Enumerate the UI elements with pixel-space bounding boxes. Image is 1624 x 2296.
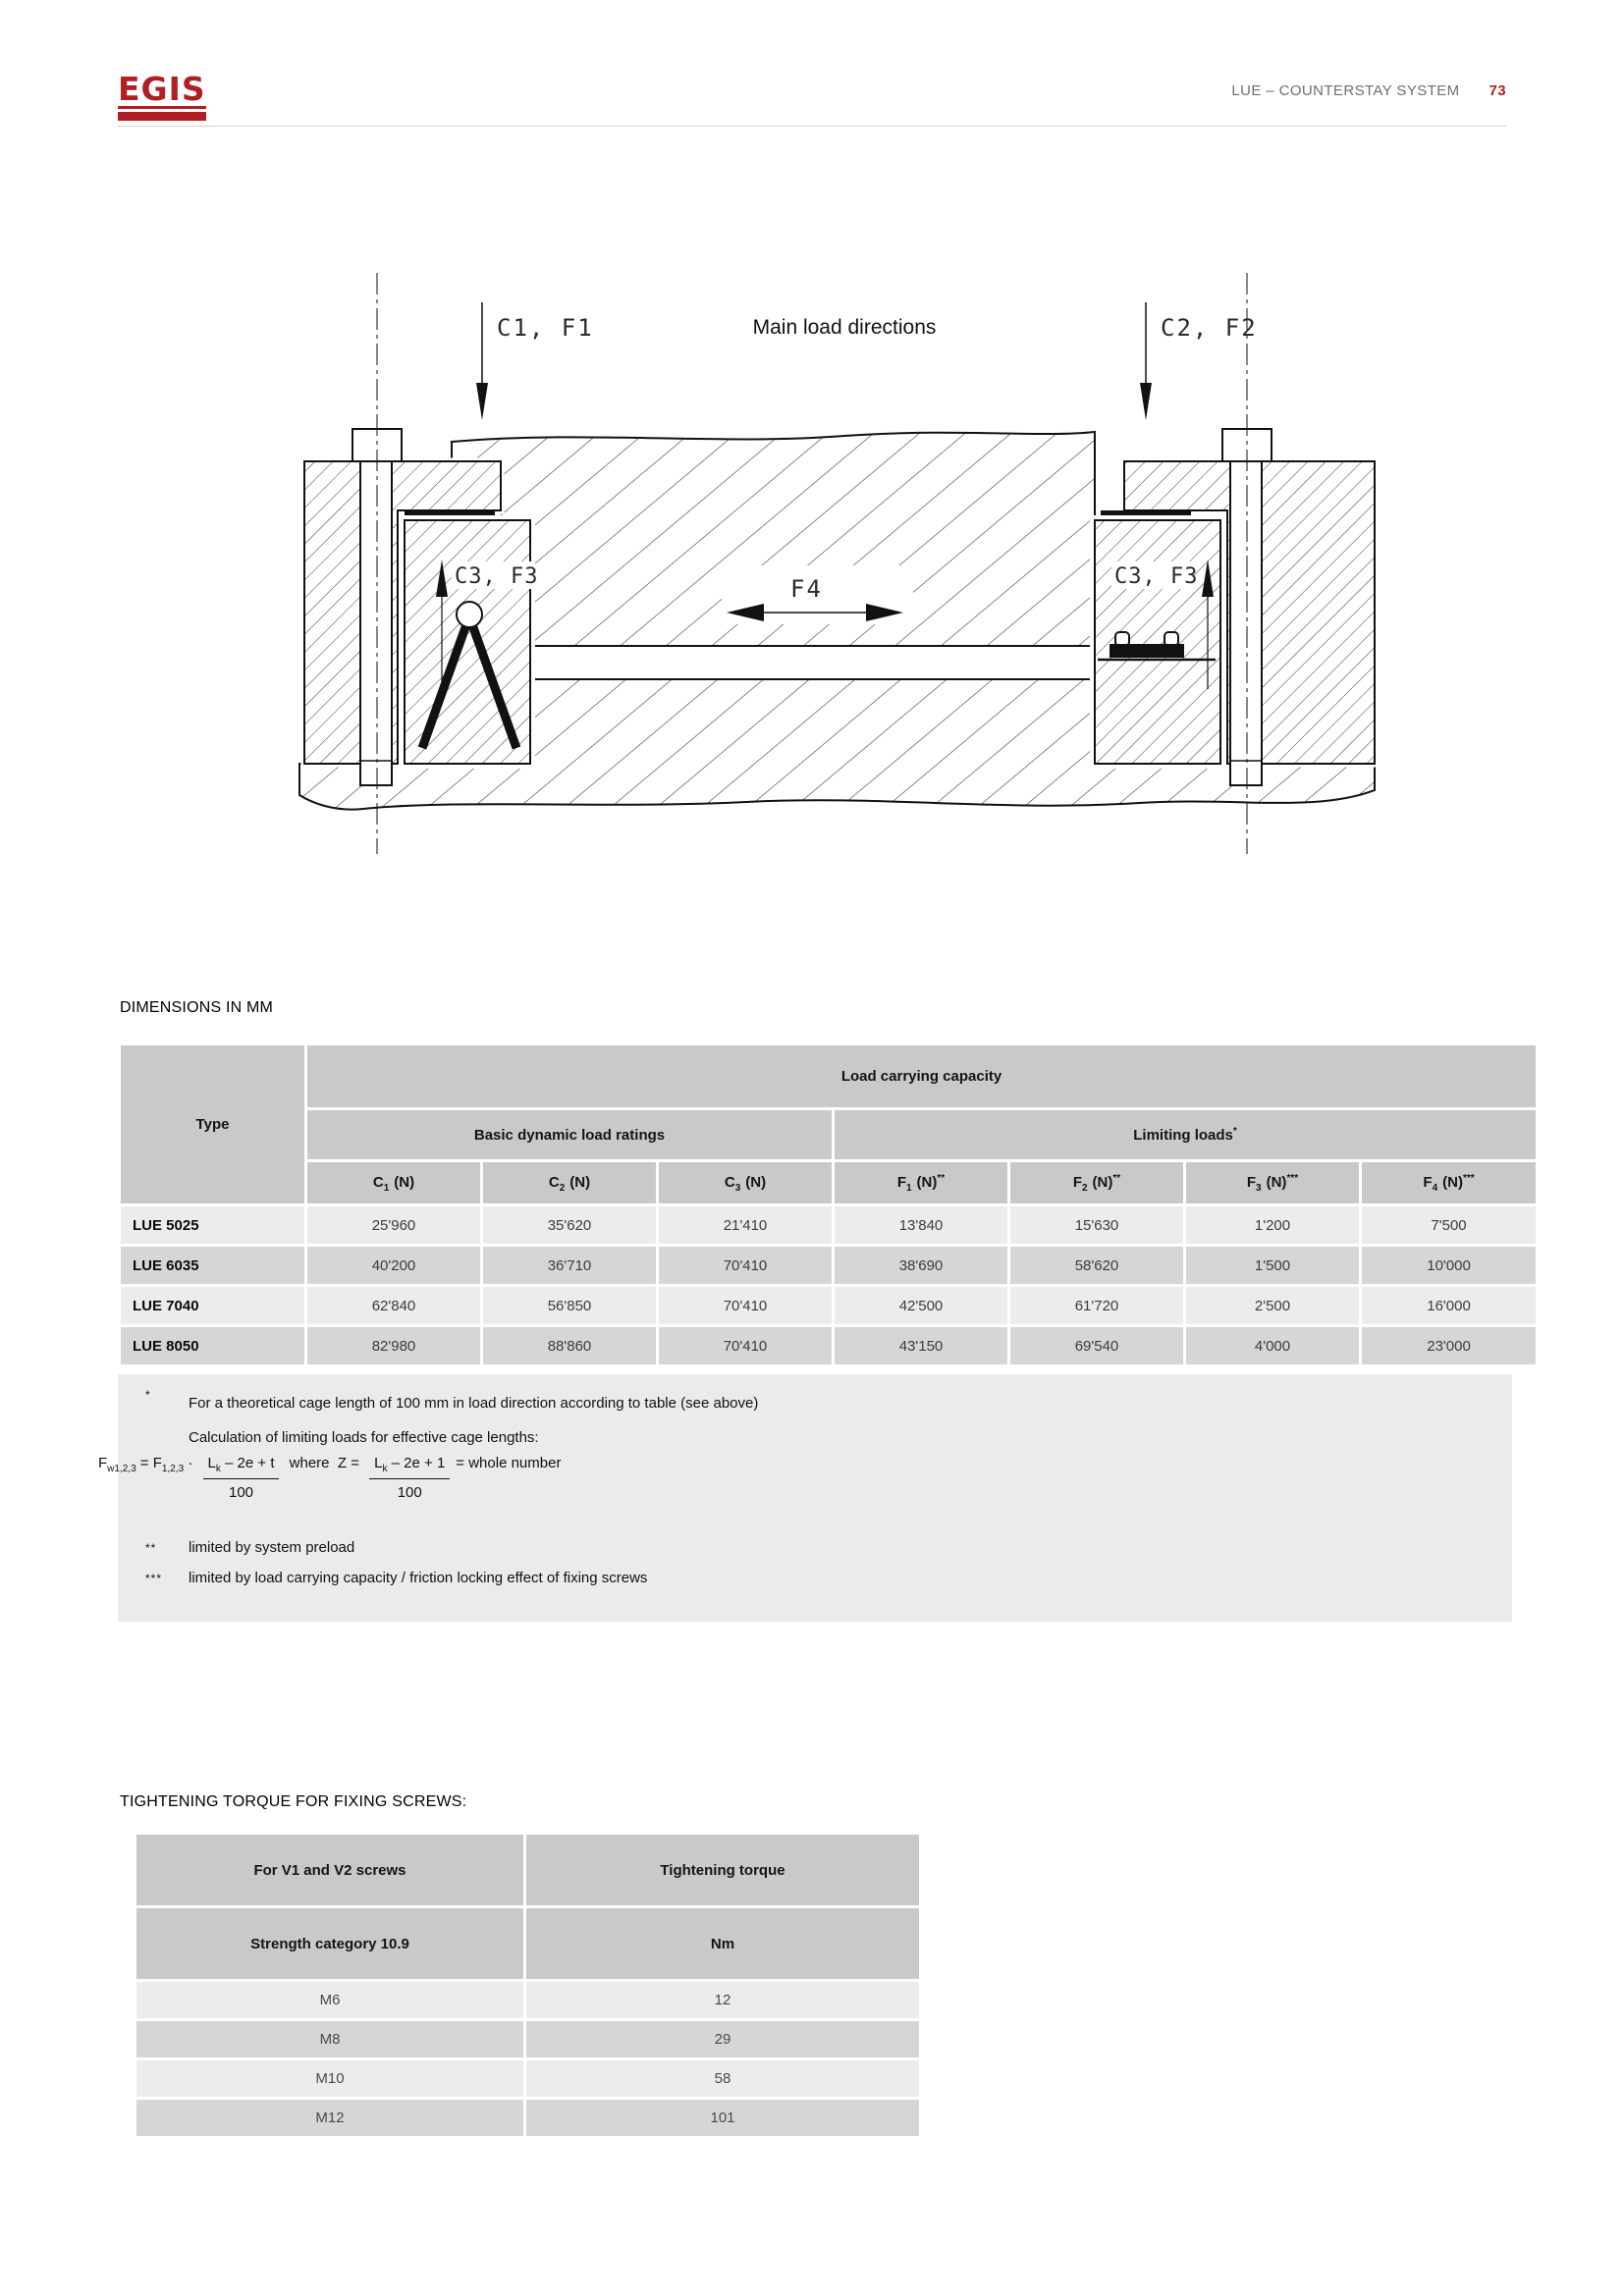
footnote-system-preload	[145, 1539, 354, 1556]
torque-col1-header: For V1 and V2 screws	[136, 1835, 523, 1905]
column-header-f4: $F_4$ (N)***	[1362, 1162, 1536, 1203]
torque-value-cell: 101	[526, 2100, 919, 2136]
load-arrow-c2f2	[1140, 302, 1258, 420]
footnote-text: limited by system preload	[189, 1539, 355, 1556]
value-cell: 21'410	[659, 1206, 832, 1244]
column-header-f2: $F_2$ (N)**	[1010, 1162, 1183, 1203]
table-row	[136, 2021, 919, 2057]
value-cell: 56'850	[483, 1287, 656, 1324]
subgroup-limiting-loads-text: Limiting loads	[1133, 1127, 1233, 1144]
table-row	[121, 1247, 1536, 1284]
footnote-marker: *	[145, 1388, 151, 1402]
footnote-marker: ***	[145, 1572, 163, 1585]
tightening-torque-table	[134, 1832, 922, 2139]
counterstay-rod	[530, 646, 1095, 679]
value-cell: 69'540	[1010, 1327, 1183, 1364]
footnote-cage-length	[145, 1386, 758, 1455]
torque-col2-subheader: Nm	[526, 1908, 919, 1979]
load-arrow-f4	[722, 565, 913, 624]
value-cell: 62'840	[307, 1287, 480, 1324]
value-cell: 23'000	[1362, 1327, 1536, 1364]
row-header-lue-8050: LUE 8050	[121, 1327, 304, 1364]
header-divider	[118, 126, 1506, 127]
page-header	[1231, 82, 1506, 99]
value-cell: 25'960	[307, 1206, 480, 1244]
table-row	[121, 1206, 1536, 1244]
screw-size-cell: M12	[136, 2100, 523, 2136]
footnote-friction-locking	[145, 1570, 647, 1586]
row-header-lue-5025: LUE 5025	[121, 1206, 304, 1244]
load-label-c1f1: C1, F1	[497, 314, 594, 342]
dimensions-heading: DIMENSIONS IN MM	[120, 999, 274, 1016]
value-cell: 2'500	[1186, 1287, 1359, 1324]
drawing-title: Main load directions	[752, 316, 937, 339]
load-arrow-c1f1	[476, 302, 594, 420]
limiting-load-formula: $F_{w1,2,3} = F_{1,2,3}$ · $\frac{L_k - 2e + t}{100}$ where Z = $\frac{L_k - 2e + 1}{100}$ = whole number	[98, 1455, 562, 1501]
value-cell: 61'720	[1010, 1287, 1183, 1324]
torque-heading: TIGHTENING TORQUE FOR FIXING SCREWS:	[120, 1793, 467, 1810]
page-title: LUE – COUNTERSTAY SYSTEM	[1231, 82, 1460, 99]
technical-drawing	[295, 265, 1394, 874]
column-header-c3: $C_3$ (N)	[659, 1162, 832, 1203]
value-cell: 36'710	[483, 1247, 656, 1284]
value-cell: 58'620	[1010, 1247, 1183, 1284]
screw-size-cell: M10	[136, 2060, 523, 2097]
type-column-header: Type	[121, 1045, 304, 1203]
footnote-text: For a theoretical cage length of 100 mm in load direction according to table (see above) Calculation of limiting loads for effective cage lengths:	[189, 1395, 759, 1446]
column-header-f1: $F_1$ (N)**	[835, 1162, 1007, 1203]
torque-col2-header: Tightening torque	[526, 1835, 919, 1905]
value-cell: 1'200	[1186, 1206, 1359, 1244]
value-cell: 42'500	[835, 1287, 1007, 1324]
value-cell: 70'410	[659, 1327, 832, 1364]
subgroup-limiting-loads-sup: *	[1232, 1126, 1237, 1137]
screw-size-cell: M8	[136, 2021, 523, 2057]
value-cell: 88'860	[483, 1327, 656, 1364]
value-cell: 10'000	[1362, 1247, 1536, 1284]
fraction-2: $\frac{L_k - 2e + 1}{100}$	[369, 1455, 450, 1501]
load-label-f4: F4	[790, 575, 823, 603]
load-label-c2f2: C2, F2	[1161, 314, 1258, 342]
brand-logo-bar	[118, 112, 206, 121]
load-capacity-table	[118, 1042, 1539, 1367]
fraction-1: $\frac{L_k - 2e + t}{100}$	[203, 1455, 280, 1501]
torque-col1-subheader: Strength category 10.9	[136, 1908, 523, 1979]
table-row	[136, 2060, 919, 2097]
torque-value-cell: 58	[526, 2060, 919, 2097]
value-cell: 43'150	[835, 1327, 1007, 1364]
column-header-c2: $C_2$ (N)	[483, 1162, 656, 1203]
column-header-f3: $F_3$ (N)***	[1186, 1162, 1359, 1203]
value-cell: 70'410	[659, 1247, 832, 1284]
brand-logo-text: EGIS	[118, 70, 206, 108]
footnote-text: limited by load carrying capacity / friction locking effect of fixing screws	[189, 1570, 648, 1586]
table-row	[121, 1327, 1536, 1364]
value-cell: 4'000	[1186, 1327, 1359, 1364]
subgroup-header-limiting-loads	[835, 1110, 1536, 1159]
brand-logo	[118, 70, 206, 121]
value-cell: 13'840	[835, 1206, 1007, 1244]
row-header-lue-6035: LUE 6035	[121, 1247, 304, 1284]
value-cell: 40'200	[307, 1247, 480, 1284]
value-cell: 82'980	[307, 1327, 480, 1364]
value-cell: 1'500	[1186, 1247, 1359, 1284]
value-cell: 15'630	[1010, 1206, 1183, 1244]
subgroup-header-basic-dynamic: Basic dynamic load ratings	[307, 1110, 832, 1159]
table-row	[136, 1982, 919, 2018]
value-cell: 35'620	[483, 1206, 656, 1244]
value-cell: 16'000	[1362, 1287, 1536, 1324]
column-header-c1: $C_1$ (N)	[307, 1162, 480, 1203]
group-header-load-carrying-capacity: Load carrying capacity	[307, 1045, 1536, 1107]
load-label-c3f3-left: C3, F3	[455, 564, 539, 589]
table-row	[121, 1287, 1536, 1324]
row-header-lue-7040: LUE 7040	[121, 1287, 304, 1324]
value-cell: 7'500	[1362, 1206, 1536, 1244]
footnote-marker: **	[145, 1541, 157, 1555]
page-number: 73	[1489, 82, 1506, 99]
screw-size-cell: M6	[136, 1982, 523, 2018]
right-counterstay-block	[1095, 520, 1220, 764]
torque-value-cell: 29	[526, 2021, 919, 2057]
torque-value-cell: 12	[526, 1982, 919, 2018]
value-cell: 38'690	[835, 1247, 1007, 1284]
load-label-c3f3-right: C3, F3	[1114, 564, 1199, 589]
value-cell: 70'410	[659, 1287, 832, 1324]
table-row	[136, 2100, 919, 2136]
